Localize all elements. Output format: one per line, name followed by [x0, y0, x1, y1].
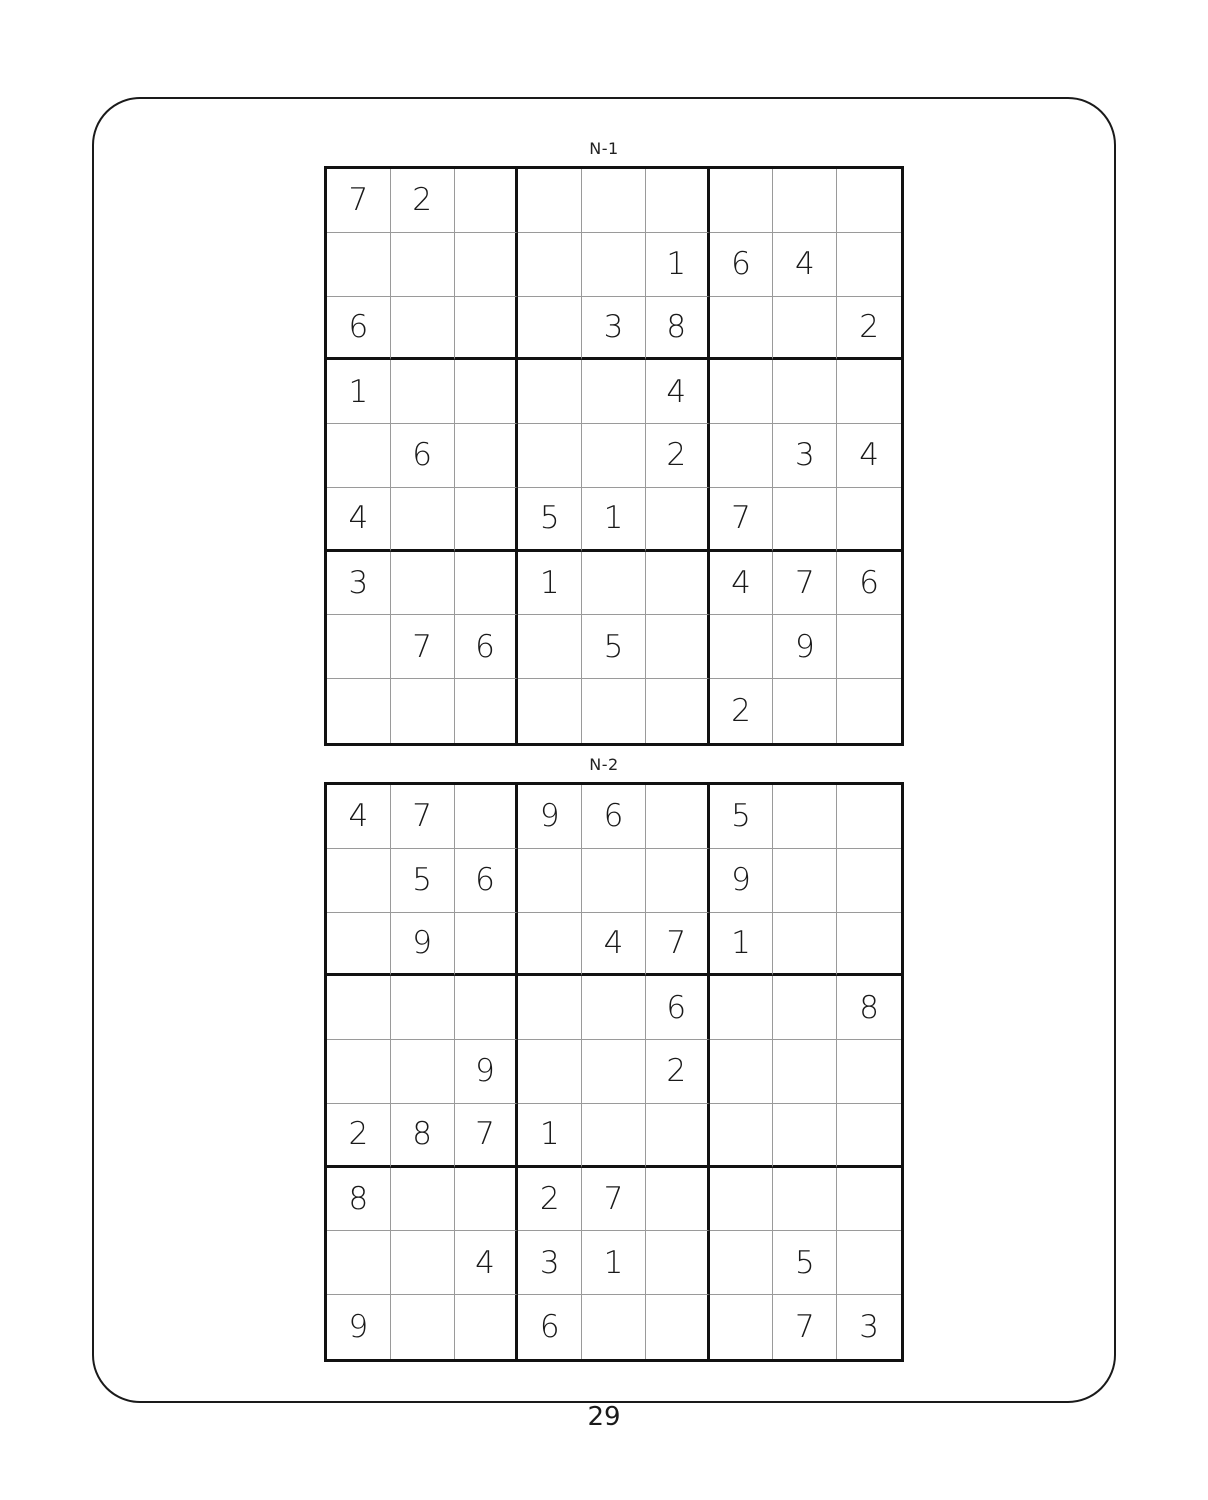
sudoku-cell[interactable] — [773, 679, 837, 743]
sudoku-cell[interactable] — [773, 849, 837, 913]
sudoku-cell[interactable] — [773, 976, 837, 1040]
sudoku-cell[interactable] — [837, 233, 901, 297]
sudoku-cell[interactable]: 7 — [710, 488, 774, 552]
sudoku-cell[interactable] — [582, 169, 646, 233]
sudoku-cell[interactable]: 7 — [455, 1104, 519, 1168]
sudoku-cell[interactable] — [582, 849, 646, 913]
sudoku-cell[interactable]: 2 — [837, 297, 901, 361]
sudoku-cell[interactable]: 2 — [391, 169, 455, 233]
sudoku-cell[interactable]: 9 — [518, 785, 582, 849]
sudoku-cell[interactable] — [710, 1040, 774, 1104]
sudoku-cell[interactable] — [391, 1040, 455, 1104]
sudoku-cell[interactable] — [455, 552, 519, 616]
sudoku-cell[interactable] — [773, 1168, 837, 1232]
sudoku-cell[interactable]: 2 — [646, 1040, 710, 1104]
sudoku-cell[interactable] — [455, 1168, 519, 1232]
sudoku-cell[interactable] — [646, 615, 710, 679]
sudoku-cell[interactable]: 2 — [710, 679, 774, 743]
sudoku-cell[interactable] — [518, 233, 582, 297]
sudoku-cell[interactable] — [518, 615, 582, 679]
sudoku-cell[interactable]: 6 — [837, 552, 901, 616]
sudoku-cell[interactable] — [391, 233, 455, 297]
sudoku-cell[interactable]: 8 — [837, 976, 901, 1040]
sudoku-cell[interactable] — [455, 233, 519, 297]
sudoku-cell[interactable] — [710, 169, 774, 233]
sudoku-cell[interactable]: 2 — [518, 1168, 582, 1232]
sudoku-cell[interactable]: 9 — [391, 913, 455, 977]
sudoku-cell[interactable] — [455, 360, 519, 424]
sudoku-cell[interactable] — [327, 849, 391, 913]
sudoku-cell[interactable]: 3 — [327, 552, 391, 616]
sudoku-cell[interactable]: 9 — [455, 1040, 519, 1104]
sudoku-cell[interactable]: 1 — [518, 552, 582, 616]
sudoku-cell[interactable] — [518, 297, 582, 361]
sudoku-cell[interactable]: 6 — [455, 849, 519, 913]
sudoku-cell[interactable]: 5 — [518, 488, 582, 552]
sudoku-cell[interactable] — [710, 424, 774, 488]
sudoku-cell[interactable]: 8 — [327, 1168, 391, 1232]
sudoku-cell[interactable] — [327, 233, 391, 297]
sudoku-cell[interactable] — [837, 849, 901, 913]
sudoku-cell[interactable] — [391, 976, 455, 1040]
sudoku-cell[interactable]: 9 — [327, 1295, 391, 1359]
sudoku-cell[interactable] — [455, 297, 519, 361]
sudoku-cell[interactable]: 1 — [327, 360, 391, 424]
sudoku-cell[interactable]: 3 — [582, 297, 646, 361]
sudoku-cell[interactable] — [582, 679, 646, 743]
sudoku-cell[interactable] — [391, 1168, 455, 1232]
sudoku-cell[interactable] — [773, 913, 837, 977]
sudoku-cell[interactable] — [646, 1295, 710, 1359]
sudoku-cell[interactable]: 6 — [518, 1295, 582, 1359]
sudoku-cell[interactable] — [391, 297, 455, 361]
sudoku-cell[interactable]: 7 — [391, 785, 455, 849]
sudoku-cell[interactable]: 3 — [518, 1231, 582, 1295]
sudoku-cell[interactable]: 2 — [327, 1104, 391, 1168]
sudoku-cell[interactable] — [582, 1295, 646, 1359]
sudoku-cell[interactable] — [773, 297, 837, 361]
sudoku-cell[interactable] — [582, 233, 646, 297]
sudoku-cell[interactable] — [773, 1104, 837, 1168]
sudoku-cell[interactable]: 6 — [710, 233, 774, 297]
sudoku-cell[interactable]: 2 — [646, 424, 710, 488]
puzzle-label-n2: N-2 — [589, 755, 619, 774]
sudoku-cell[interactable]: 5 — [710, 785, 774, 849]
sudoku-cell[interactable] — [391, 1295, 455, 1359]
sudoku-cell[interactable]: 6 — [646, 976, 710, 1040]
sudoku-cell[interactable] — [773, 1040, 837, 1104]
sudoku-cell[interactable]: 4 — [327, 488, 391, 552]
sudoku-cell[interactable] — [837, 679, 901, 743]
sudoku-cell[interactable] — [327, 913, 391, 977]
sudoku-cell[interactable]: 4 — [327, 785, 391, 849]
sudoku-cell[interactable] — [837, 913, 901, 977]
sudoku-cell[interactable]: 7 — [327, 169, 391, 233]
sudoku-cell[interactable] — [327, 615, 391, 679]
sudoku-cell[interactable] — [518, 360, 582, 424]
sudoku-cell[interactable]: 6 — [327, 297, 391, 361]
sudoku-cell[interactable] — [327, 424, 391, 488]
sudoku-cell[interactable] — [518, 169, 582, 233]
sudoku-cell[interactable] — [327, 976, 391, 1040]
sudoku-cell[interactable] — [391, 1231, 455, 1295]
sudoku-cell[interactable]: 1 — [582, 488, 646, 552]
sudoku-cell[interactable] — [391, 360, 455, 424]
sudoku-cell[interactable]: 4 — [773, 233, 837, 297]
sudoku-cell[interactable] — [773, 169, 837, 233]
sudoku-cell[interactable]: 6 — [391, 424, 455, 488]
sudoku-cell[interactable] — [518, 424, 582, 488]
sudoku-cell[interactable] — [837, 169, 901, 233]
sudoku-cell[interactable] — [455, 1295, 519, 1359]
sudoku-cell[interactable]: 8 — [391, 1104, 455, 1168]
sudoku-cell[interactable]: 4 — [646, 360, 710, 424]
sudoku-cell[interactable] — [455, 488, 519, 552]
sudoku-grid-n2 — [324, 782, 904, 1362]
sudoku-cell[interactable] — [582, 552, 646, 616]
sudoku-cell[interactable] — [646, 1231, 710, 1295]
sudoku-cell[interactable] — [773, 785, 837, 849]
sudoku-cell[interactable] — [710, 1104, 774, 1168]
sudoku-cell[interactable] — [327, 1231, 391, 1295]
sudoku-cell[interactable] — [518, 849, 582, 913]
sudoku-cell[interactable] — [646, 169, 710, 233]
sudoku-cell[interactable] — [455, 976, 519, 1040]
puzzle-label-n1: N-1 — [589, 139, 619, 158]
sudoku-cell[interactable] — [837, 785, 901, 849]
sudoku-cell[interactable] — [646, 488, 710, 552]
sudoku-cell[interactable]: 5 — [773, 1231, 837, 1295]
sudoku-cell[interactable] — [518, 679, 582, 743]
sudoku-cell[interactable] — [646, 552, 710, 616]
sudoku-cell[interactable] — [391, 552, 455, 616]
sudoku-cell[interactable] — [710, 1295, 774, 1359]
sudoku-cell[interactable] — [646, 1168, 710, 1232]
sudoku-cell[interactable] — [582, 976, 646, 1040]
sudoku-cell[interactable] — [455, 424, 519, 488]
sudoku-cell[interactable]: 7 — [773, 1295, 837, 1359]
sudoku-grid-n1 — [324, 166, 904, 746]
sudoku-cell[interactable] — [710, 976, 774, 1040]
sudoku-cell[interactable]: 6 — [455, 615, 519, 679]
sudoku-cell[interactable]: 7 — [582, 1168, 646, 1232]
sudoku-cell[interactable] — [646, 785, 710, 849]
sudoku-cell[interactable]: 7 — [646, 913, 710, 977]
sudoku-cell[interactable] — [646, 679, 710, 743]
sudoku-cell[interactable] — [773, 488, 837, 552]
sudoku-cell[interactable]: 5 — [391, 849, 455, 913]
sudoku-cell[interactable] — [710, 615, 774, 679]
sudoku-cell[interactable] — [518, 913, 582, 977]
sudoku-cell[interactable]: 9 — [773, 615, 837, 679]
sudoku-cell[interactable]: 7 — [773, 552, 837, 616]
sudoku-cell[interactable] — [837, 1104, 901, 1168]
sudoku-cell[interactable]: 4 — [710, 552, 774, 616]
sudoku-cell[interactable] — [582, 1040, 646, 1104]
sudoku-cell[interactable]: 4 — [455, 1231, 519, 1295]
sudoku-cell[interactable]: 8 — [646, 297, 710, 361]
sudoku-cell[interactable] — [518, 976, 582, 1040]
sudoku-cell[interactable] — [518, 1040, 582, 1104]
sudoku-cell[interactable]: 4 — [582, 913, 646, 977]
sudoku-cell[interactable] — [837, 488, 901, 552]
sudoku-cell[interactable]: 1 — [646, 233, 710, 297]
sudoku-cell[interactable]: 1 — [710, 913, 774, 977]
sudoku-cell[interactable]: 7 — [391, 615, 455, 679]
sudoku-cell[interactable] — [837, 615, 901, 679]
sudoku-cell[interactable] — [710, 360, 774, 424]
sudoku-cell[interactable]: 5 — [582, 615, 646, 679]
sudoku-cell[interactable]: 1 — [518, 1104, 582, 1168]
sudoku-cell[interactable] — [455, 679, 519, 743]
sudoku-cell[interactable] — [582, 424, 646, 488]
sudoku-cell[interactable] — [710, 1168, 774, 1232]
sudoku-cell[interactable]: 1 — [582, 1231, 646, 1295]
sudoku-cell[interactable] — [710, 1231, 774, 1295]
sudoku-cell[interactable] — [455, 785, 519, 849]
sudoku-cell[interactable] — [455, 913, 519, 977]
sudoku-cell[interactable] — [391, 679, 455, 743]
sudoku-cell[interactable] — [837, 1231, 901, 1295]
page-number: 29 — [587, 1402, 621, 1432]
sudoku-cell[interactable] — [455, 169, 519, 233]
sudoku-cell[interactable] — [327, 1040, 391, 1104]
sudoku-cell[interactable] — [773, 360, 837, 424]
sudoku-cell[interactable]: 6 — [582, 785, 646, 849]
sudoku-cell[interactable] — [391, 488, 455, 552]
sudoku-cell[interactable] — [646, 849, 710, 913]
sudoku-cell[interactable]: 9 — [710, 849, 774, 913]
sudoku-cell[interactable]: 4 — [837, 424, 901, 488]
sudoku-cell[interactable] — [710, 297, 774, 361]
sudoku-cell[interactable] — [837, 360, 901, 424]
sudoku-cell[interactable]: 3 — [773, 424, 837, 488]
sudoku-cell[interactable] — [646, 1104, 710, 1168]
sudoku-cell[interactable] — [837, 1168, 901, 1232]
sudoku-cell[interactable] — [582, 1104, 646, 1168]
sudoku-cell[interactable] — [837, 1040, 901, 1104]
sudoku-cell[interactable] — [582, 360, 646, 424]
sudoku-cell[interactable]: 3 — [859, 1309, 879, 1346]
sudoku-cell[interactable] — [327, 679, 391, 743]
